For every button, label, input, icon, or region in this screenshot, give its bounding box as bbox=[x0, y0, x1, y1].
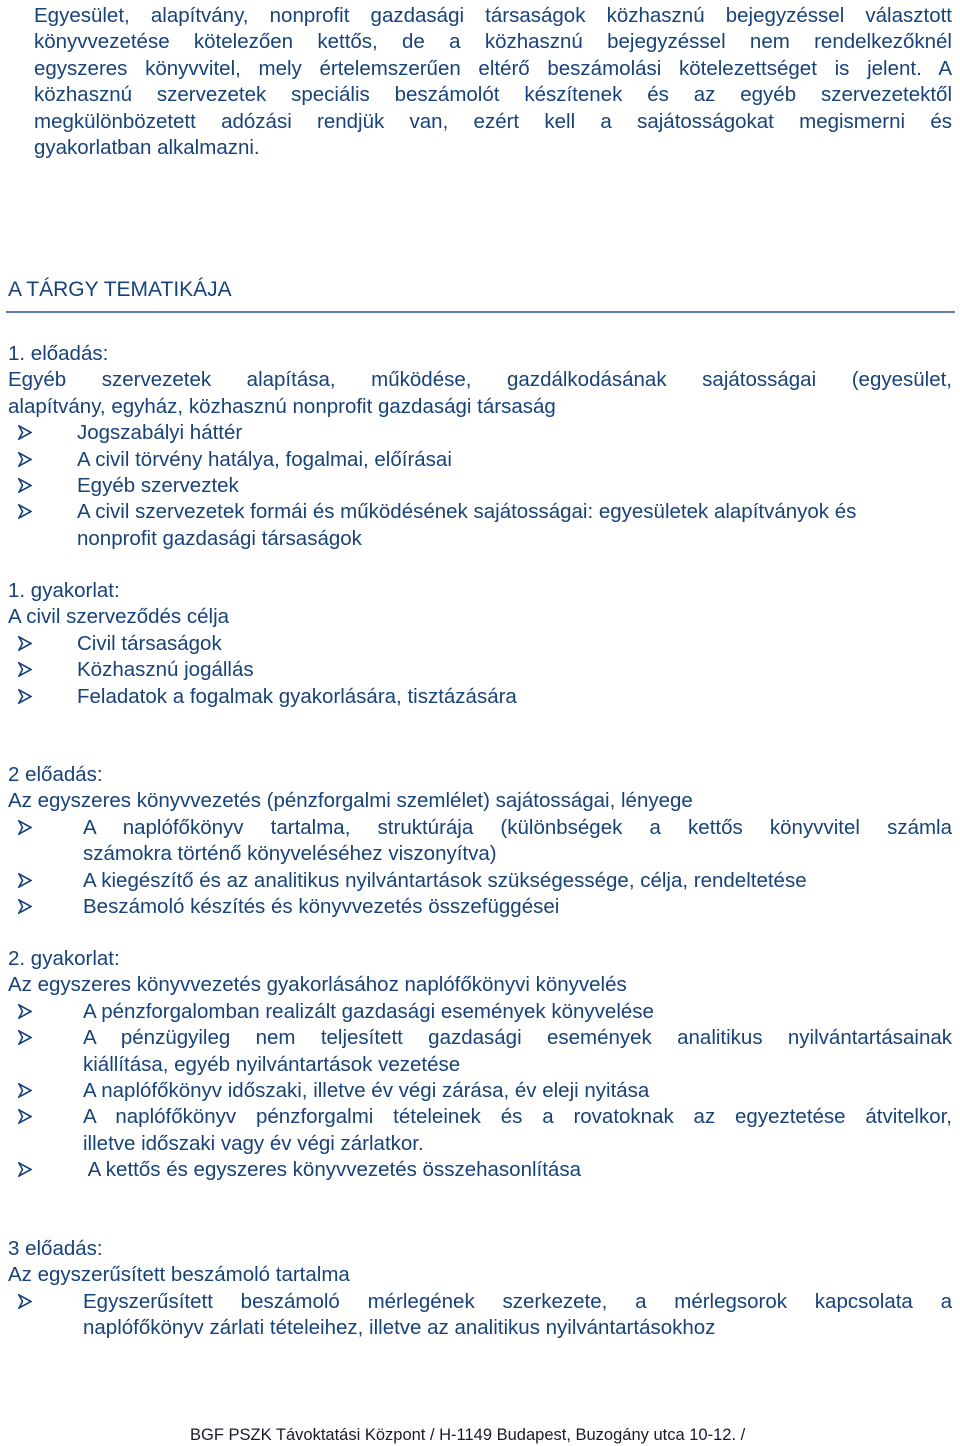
lecture-3-title: Az egyszerűsített beszámoló tartalma bbox=[8, 1263, 350, 1287]
intro-line: megkülönbözetett adózási rendjük van, ezért kell a sajátosságokat megismerni és bbox=[34, 109, 952, 133]
bullet-text: A naplófőkönyv tartalma, struktúrája (különbségek a kettős könyvvitel számla bbox=[83, 815, 952, 839]
lecture-2 bbox=[8, 762, 952, 920]
bullet-text-cont: naplófőkönyv zárlati tételeihez, illetve az analitikus nyilvántartásokhoz bbox=[83, 1316, 716, 1340]
practice-1-title: A civil szerveződés célja bbox=[8, 605, 230, 629]
arrow-bullet-icon bbox=[18, 1083, 32, 1098]
bullet-text: Közhasznú jogállás bbox=[77, 658, 254, 682]
lecture-2-label: 2 előadás: bbox=[8, 763, 103, 786]
bullet-item bbox=[8, 868, 952, 894]
bullet-item bbox=[8, 657, 952, 683]
lecture-1 bbox=[8, 341, 952, 552]
arrow-bullet-icon bbox=[18, 662, 32, 677]
lecture-3 bbox=[8, 1236, 952, 1342]
arrow-bullet-icon bbox=[18, 1294, 32, 1309]
bullet-item bbox=[8, 473, 952, 499]
bullet-text: A civil törvény hatálya, fogalmai, előírásai bbox=[77, 447, 452, 471]
practice-2-label: 2. gyakorlat: bbox=[8, 947, 120, 970]
arrow-bullet-icon bbox=[18, 1162, 32, 1177]
bullet-text: Civil társaságok bbox=[77, 631, 222, 655]
intro-line: egyszeres könyvvitel, mely értelemszerűen eltérő beszámolási kötelezettséget is jelent. A bbox=[34, 56, 952, 80]
practice-2 bbox=[8, 946, 952, 1184]
bullet-item bbox=[8, 631, 952, 657]
bullet-text: A kettős és egyszeres könyvvezetés összehasonlítása bbox=[83, 1158, 581, 1182]
arrow-bullet-icon bbox=[18, 1109, 32, 1124]
bullet-text-cont: számokra történő könyveléséhez viszonyítva) bbox=[83, 842, 497, 866]
practice-1 bbox=[8, 578, 952, 710]
arrow-bullet-icon bbox=[18, 452, 32, 467]
bullet-text: A pénzügyileg nem teljesített gazdasági események analitikus nyilvántartásainak bbox=[83, 1026, 952, 1050]
lecture-1-title: Egyéb szervezetek alapítása, működése, gazdálkodásának sajátosságai (egyesület, bbox=[8, 368, 952, 392]
bullet-item bbox=[8, 1025, 952, 1078]
bullet-item bbox=[8, 499, 952, 552]
bullet-item bbox=[8, 420, 952, 446]
bullet-item bbox=[8, 447, 952, 473]
intro-line: közhasznú szervezetek speciális beszámolót készítenek és az egyéb szervezetektől bbox=[34, 83, 952, 107]
arrow-bullet-icon bbox=[18, 636, 32, 651]
page-footer: BGF PSZK Távoktatási Központ / H-1149 Budapest, Buzogány utca 10-12. / bbox=[190, 1426, 746, 1444]
lecture-1-title-cont: alapítvány, egyház, közhasznú nonprofit gazdasági társaság bbox=[8, 394, 556, 418]
bullet-text: A civil szervezetek formái és működésének sajátosságai: egyesületek alapítványok és bbox=[77, 500, 857, 524]
intro-paragraph bbox=[34, 3, 952, 161]
bullet-text: A kiegészítő és az analitikus nyilvántartások szükségessége, célja, rendeltetése bbox=[83, 868, 807, 892]
bullet-item bbox=[8, 894, 952, 920]
bullet-text: Feladatok a fogalmak gyakorlására, tisztázására bbox=[77, 684, 517, 708]
bullet-text-cont: illetve időszaki vagy év végi zárlatkor. bbox=[83, 1131, 424, 1155]
practice-1-label: 1. gyakorlat: bbox=[8, 579, 120, 602]
bullet-item bbox=[8, 684, 952, 710]
bullet-item bbox=[8, 999, 952, 1025]
arrow-bullet-icon bbox=[18, 689, 32, 704]
bullet-text: Egyszerűsített beszámoló mérlegének szerkezete, a mérlegsorok kapcsolata a bbox=[83, 1289, 952, 1313]
section-heading: A TÁRGY TEMATIKÁJA bbox=[8, 278, 232, 301]
bullet-text-cont: kiállítása, egyéb nyilvántartások vezetése bbox=[83, 1052, 461, 1076]
lecture-1-label: 1. előadás: bbox=[8, 342, 109, 365]
arrow-bullet-icon bbox=[18, 1030, 32, 1045]
bullet-item bbox=[8, 1157, 952, 1183]
bullet-text: Egyéb szerveztek bbox=[77, 474, 239, 498]
intro-line: Egyesület, alapítvány, nonprofit gazdasági társaságok közhasznú bejegyzéssel választott bbox=[34, 4, 952, 27]
intro-line: gyakorlatban alkalmazni. bbox=[34, 136, 260, 160]
bullet-text: Jogszabályi háttér bbox=[77, 421, 243, 445]
arrow-bullet-icon bbox=[18, 504, 32, 519]
arrow-bullet-icon bbox=[18, 425, 32, 440]
bullet-text: Beszámoló készítés és könyvvezetés összefüggései bbox=[83, 895, 560, 919]
arrow-bullet-icon bbox=[18, 478, 32, 493]
lecture-2-title: Az egyszeres könyvvezetés (pénzforgalmi szemlélet) sajátosságai, lényege bbox=[8, 789, 693, 813]
arrow-bullet-icon bbox=[18, 1004, 32, 1019]
bullet-item bbox=[8, 1104, 952, 1157]
bullet-text: A naplófőkönyv pénzforgalmi tételeinek és a rovatoknak az egyeztetése átvitelkor, bbox=[83, 1105, 952, 1129]
arrow-bullet-icon bbox=[18, 899, 32, 914]
bullet-text: A naplófőkönyv időszaki, illetve év végi zárása, év eleji nyitása bbox=[83, 1079, 650, 1103]
bullet-text-cont: nonprofit gazdasági társaságok bbox=[77, 526, 362, 550]
intro-line: könyvvezetése kötelezően kettős, de a közhasznú bejegyzéssel nem rendelkezőknél bbox=[34, 30, 952, 54]
arrow-bullet-icon bbox=[18, 873, 32, 888]
lecture-3-label: 3 előadás: bbox=[8, 1237, 103, 1260]
heading-divider bbox=[6, 311, 955, 313]
bullet-item bbox=[8, 815, 952, 868]
arrow-bullet-icon bbox=[18, 820, 32, 835]
bullet-item bbox=[8, 1289, 952, 1342]
bullet-item bbox=[8, 1078, 952, 1104]
practice-2-title: Az egyszeres könyvvezetés gyakorlásához naplófőkönyvi könyvelés bbox=[8, 973, 627, 997]
bullet-text: A pénzforgalomban realizált gazdasági események könyvelése bbox=[83, 999, 654, 1023]
